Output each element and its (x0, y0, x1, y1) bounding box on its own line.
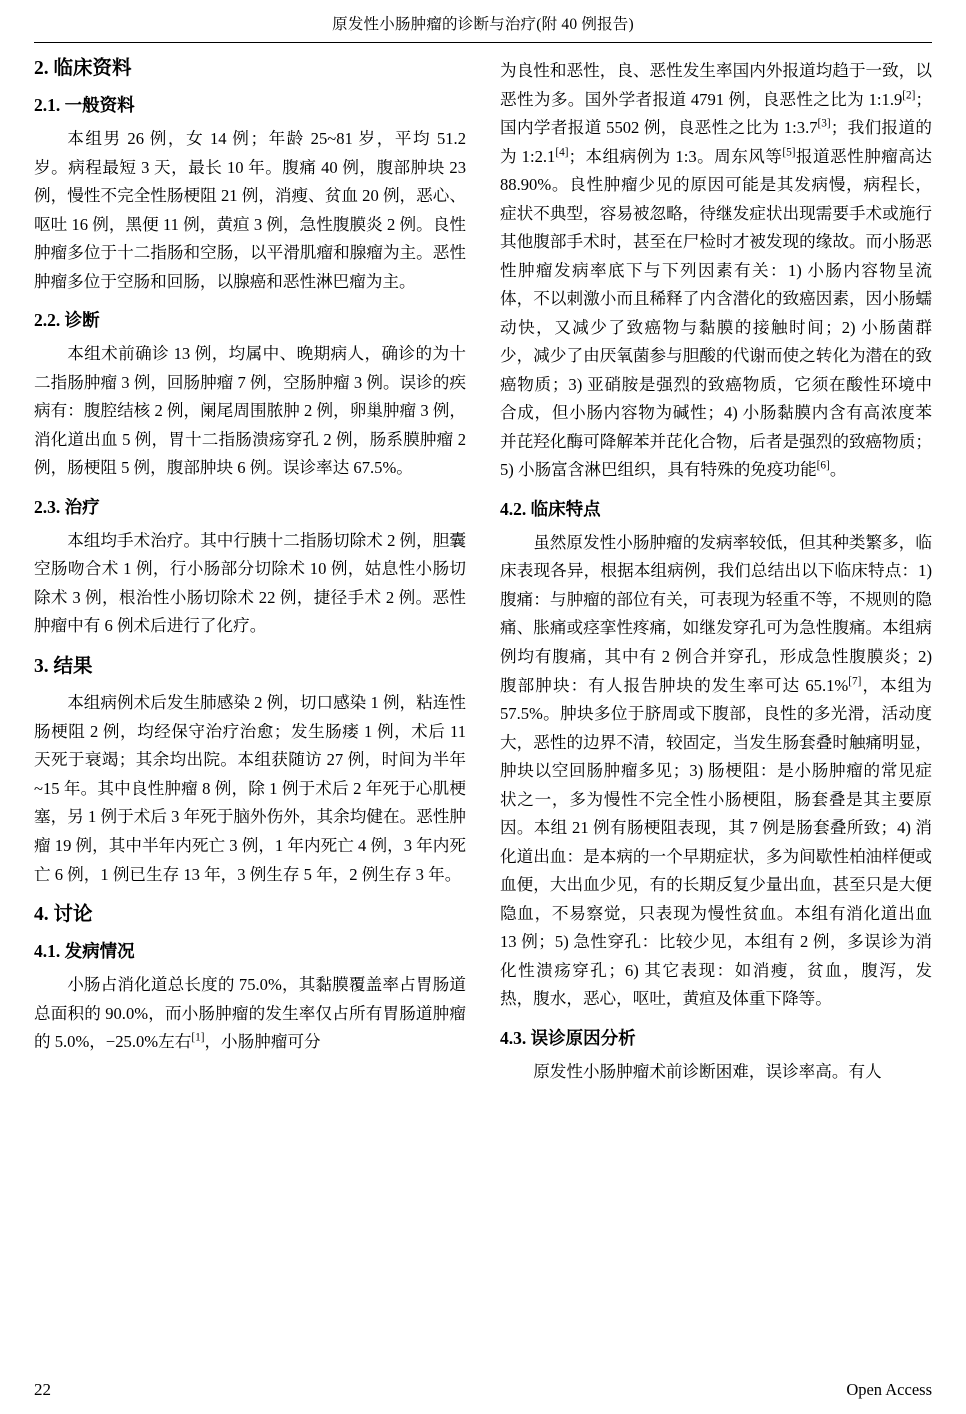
body-paragraph (500, 57, 932, 485)
header-divider (34, 42, 932, 43)
body-paragraph: 本组病例术后发生肺感染 2 例，切口感染 1 例，粘连性肠梗阻 2 例，均经保守治疗治愈；发生肠瘘 1 例，术后 11 天死于衰竭；其余均出院。本组获随访 27 例，时间为半年~15 年。其中良性肿瘤 8 例，除 1 例于术后 2 年死于心肌梗塞，另 1 例于术后 3 年死于脑外伤外，其余均健在。恶性肿瘤 19 例，其中半年内死亡 3 例，1 年内死亡 4 例，3 年内死亡 6 例，1 例已生存 13 年，3 例生存 5 年，2 例生存 3 年。 (34, 693, 466, 884)
body-paragraph (34, 971, 466, 1057)
subsection-heading: 4.1. 发病情况 (34, 941, 135, 962)
subsection-heading: 2.3. 治疗 (34, 496, 100, 517)
paragraph-text: ；我们报道的为 1:2.1 (500, 118, 932, 166)
paragraph-text: ；本组病例为 1:3。周东风等 (568, 146, 783, 166)
two-column-body (34, 57, 932, 1088)
body-paragraph: 本组男 26 例，女 14 例；年龄 25~81 岁，平均 51.2 岁。病程最短 3 天，最长 10 年。腹痛 40 例，腹部肿块 23 例，慢性不完全性肠梗阻 21 例，消瘦、贫血 20 例，恶心、呕吐 16 例，黑便 11 例，黄疸 3 例，急性腹膜炎 2 例。良性肿瘤多位于十二指肠和空肠，以平滑肌瘤和腺瘤为主。恶性肿瘤多位于空肠和回肠，以腺癌和恶性淋巴瘤为主。 (34, 129, 466, 291)
paragraph-text: 虽然原发性小肠肿瘤的发病率较低，但其种类繁多，临床表现各异，根据本组病例，我们总结出以下临床特点：1) 腹痛：与肿瘤的部位有关，可表现为轻重不等，不规则的隐痛、胀痛或痉挛性疼痛，如继发穿孔可为急性腹痛。本组病例均有腹痛，其中有 2 例合并穿孔，形成急性腹膜炎；2) 腹部肿块：有人报告肿块的发生率可达 65.1% (500, 532, 932, 695)
paragraph-text: 为良性和恶性，良、恶性发生率国内外报道均趋于一致，以恶性为多。国外学者报道 4791 例，良恶性之比为 1:1.9 (500, 61, 932, 109)
section-heading: 3. 结果 (34, 655, 93, 677)
paragraph-text: ；国内学者报道 5502 例，良恶性之比为 1:3.7 (500, 89, 932, 138)
right-column (500, 57, 932, 1088)
citation-ref: [6] (816, 459, 830, 472)
open-access-label: Open Access (846, 1380, 932, 1399)
section-heading: 2. 临床资料 (34, 58, 132, 79)
page-number: 22 (34, 1380, 51, 1399)
paragraph-text: ，本组为 57.5%。肿块多位于脐周或下腹部，良性的多光滑，活动度大，恶性的边界不清，较固定，当发生肠套叠时触痛明显，肿块以空回肠肿瘤多见；3) 肠梗阻：是小肠肿瘤的常见症状之一，多为慢性不完全性小肠梗阻，肠套叠是其主要原因。本组 21 例有肠梗阻表现，其 7 例是肠套叠所致；4) 消化道出血：是本病的一个早期症状，多为间歇性柏油样便或血便，大出血少见，有的长期反复少量出血，甚至只是大便隐血，不易察觉，只表现为慢性贫血。本组有消化道出血 13 例；5) 急性穿孔：比较少见，本组有 2 例，多误诊为消化性溃疡穿孔；6) 其它表现：如消瘦，贫血，腹泻，发热，腹水，恶心，呕吐，黄疸及体重下降等。 (500, 675, 932, 1009)
body-paragraph: 原发性小肠肿瘤术前诊断困难，误诊率高。有人 (533, 1061, 882, 1081)
paragraph-text: 报道恶性肿瘤高达 88.90%。良性肿瘤少见的原因可能是其发病慢，病程长，症状不典型，容易被忽略，待继发症状出现需要手术或施行其他腹部手术时，甚至在尸检时才被发现的缘故。而小肠恶性肿瘤发病率底下与下列因素有关：1) 小肠内容物呈流体，不以刺激小而且稀释了内含潜化的致癌因素，因小肠蠕动快，又减少了致癌物与黏膜的接触时间；2) 小肠菌群少，减少了由厌氧菌参与胆酸的代谢而使之转化为潜在的致癌物质；3) 亚硝胺是强烈的致癌物质，它须在酸性环境中合成，但小肠内容物为碱性；4) 小肠黏膜内含有高浓度苯并芘羟化酶可降解苯并芘化合物，后者是强烈的致癌物质；5) 小肠富含淋巴组织，具有特殊的免疫功能 (500, 146, 932, 480)
body-paragraph: 本组术前确诊 13 例，均属中、晚期病人，确诊的为十二指肠肿瘤 3 例，回肠肿瘤 7 例，空肠肿瘤 3 例。误诊的疾病有：腹腔结核 2 例，阑尾周围脓肿 2 例，卵巢肿瘤 3 例，消化道出血 5 例，胃十二指肠溃疡穿孔 2 例，肠系膜肿瘤 2 例，肠梗阻 5 例，腹部肿块 6 例。误诊率达 67.5%。 (34, 344, 466, 478)
subsection-heading: 4.2. 临床特点 (500, 498, 601, 519)
citation-ref: [3] (817, 117, 831, 130)
section-heading: 4. 讨论 (34, 904, 93, 926)
running-head: 原发性小肠肿瘤的诊断与治疗(附 40 例报告) (332, 16, 634, 33)
subsection-heading: 2.1. 一般资料 (34, 95, 135, 116)
left-column (34, 57, 466, 1059)
body-paragraph: 本组均手术治疗。其中行胰十二指肠切除术 2 例，胆囊空肠吻合术 1 例，行小肠部分切除术 10 例，姑息性小肠切除术 3 例，根治性小肠切除术 22 例，捷径手术 2 例。恶性肿瘤中有 6 例术后进行了化疗。 (34, 530, 466, 636)
paragraph-text: 。 (829, 460, 847, 480)
citation-ref: [1] (191, 1031, 205, 1044)
citation-ref: [4] (555, 146, 569, 159)
subsection-heading: 4.3. 误诊原因分析 (500, 1027, 636, 1048)
citation-ref: [7] (848, 674, 862, 687)
paragraph-text-tail: ，小肠肿瘤可分 (204, 1032, 321, 1052)
body-paragraph (500, 529, 932, 1014)
page-footer (34, 1380, 932, 1400)
citation-ref: [5] (782, 146, 796, 159)
citation-ref: [2] (902, 89, 916, 101)
paragraph-text: 小肠占消化道总长度的 75.0%，其黏膜覆盖率占胃肠道总面积的 90.0%，而小肠肿瘤的发生率仅占所有胃肠道肿瘤的 5.0%，−25.0%左右 (34, 975, 466, 1052)
subsection-heading: 2.2. 诊断 (34, 310, 100, 331)
